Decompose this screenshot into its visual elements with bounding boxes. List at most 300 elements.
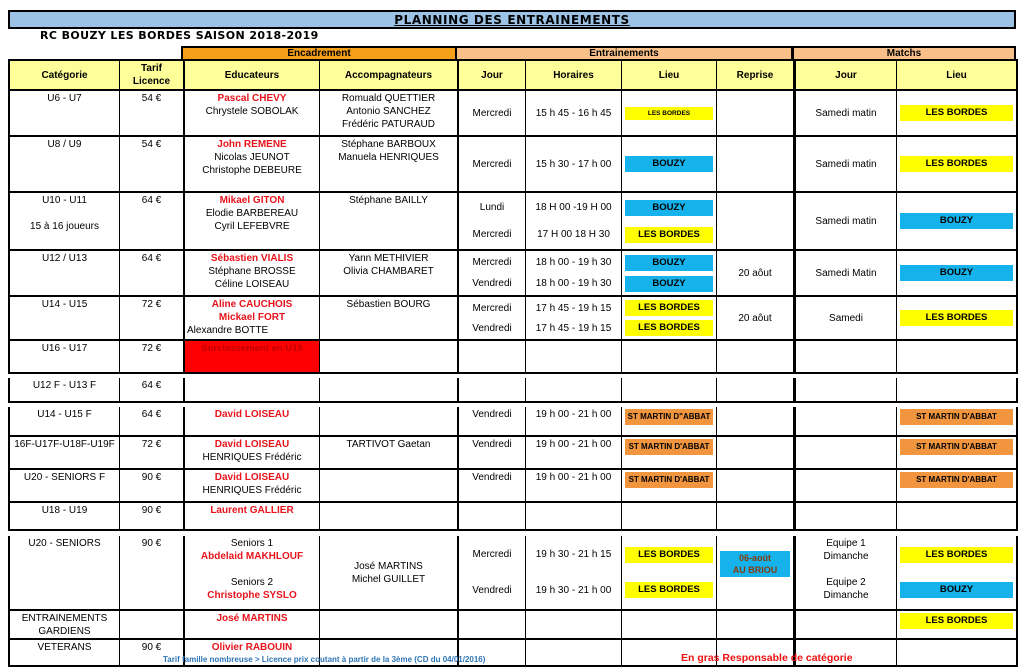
column-header-educateurs: Educateurs: [185, 61, 320, 89]
category-label: U6 - U7: [47, 93, 82, 104]
educateur-name: Alexandre BOTTE: [187, 325, 269, 336]
educateur-name: Aline CAUCHOIS: [211, 299, 293, 310]
match-jour-cell: [796, 193, 897, 249]
match-jour-cell: [796, 378, 897, 401]
category-label: U14 - U15: [41, 299, 88, 310]
table-body: [8, 91, 1018, 667]
lieu-badge: LES BORDES: [900, 310, 1013, 326]
jour-value: Vendredi: [472, 322, 512, 334]
jour-cell: [459, 503, 526, 529]
jour-value: Vendredi: [472, 439, 512, 450]
jour-value: Mercredi: [472, 549, 512, 561]
lieu-badge: ST MARTIN D"ABBAT: [625, 409, 713, 425]
horaires-value: 19 h 00 - 21 h 00: [535, 472, 612, 483]
tarif-value: 54 €: [141, 93, 162, 104]
educateur-name: David LOISEAU: [214, 439, 290, 450]
educateurs-cell: [185, 503, 320, 529]
jour-cell: [459, 536, 526, 609]
page-title: [8, 10, 1016, 29]
jour-value: Mercredi: [472, 302, 512, 314]
jour-value: Mercredi: [472, 229, 512, 240]
accompagnateurs-cell: [320, 611, 459, 638]
educateurs-cell: [185, 378, 320, 401]
accompagnateurs-cell: [320, 407, 459, 435]
match-jour-value: Samedi matin: [815, 215, 877, 227]
table-row: [8, 137, 1018, 193]
surclassement-label: Surclassement en U19: [201, 343, 303, 354]
tarif-cell: [120, 503, 185, 529]
lieu-badge: BOUZY: [625, 276, 713, 292]
lieu-badge: LES BORDES: [625, 547, 713, 563]
tarif-value: 90 €: [141, 472, 162, 483]
table-row: [8, 503, 1018, 531]
horaires-cell: [526, 437, 622, 468]
table-row: [8, 407, 1018, 437]
accompagnateur-name: Sébastien BOURG: [346, 299, 431, 310]
lieu-badge: LES BORDES: [900, 613, 1013, 629]
match-jour-value: Equipe 1: [826, 538, 866, 549]
horaires-cell: [526, 297, 622, 339]
horaires-value: 19 h 30 - 21 h 00: [535, 584, 612, 596]
table-row: [8, 251, 1018, 297]
category-cell: [10, 193, 120, 249]
lieu-badge: LES BORDES: [625, 227, 713, 243]
table-row: [8, 297, 1018, 341]
tarif-cell: [120, 407, 185, 435]
accompagnateur-name: Stéphane BARBOUX: [341, 139, 436, 150]
column-header-tarif-licence: Tarif Licence: [120, 61, 185, 89]
lieu-cell: [622, 378, 717, 401]
educateur-name: Mikael GITON: [219, 195, 285, 206]
match-jour-value: Samedi matin: [815, 107, 877, 119]
lieu-cell: [622, 407, 717, 435]
reprise-cell: [717, 297, 796, 339]
category-cell: [10, 297, 120, 339]
accompagnateur-name: José MARTINS: [354, 560, 423, 572]
horaires-value: 15 h 45 - 16 h 45: [535, 107, 612, 119]
match-jour-cell: [796, 470, 897, 501]
category-label: U12 F - U13 F: [32, 380, 97, 391]
accompagnateur-name: Frédéric PATURAUD: [342, 119, 435, 130]
table-row: [8, 193, 1018, 251]
reprise-cell: [717, 251, 796, 295]
jour-value: Vendredi: [472, 278, 512, 289]
horaires-value: 17 h 45 - 19 h 15: [535, 302, 612, 314]
lieu-cell: [622, 611, 717, 638]
column-header-accompagnateurs: Accompagnateurs: [320, 61, 459, 89]
tarif-value: 54 €: [141, 139, 162, 150]
lieu-badge: LES BORDES: [625, 320, 713, 336]
page-title-text: PLANNING DES ENTRAINEMENTS: [394, 12, 630, 27]
jour-value: Lundi: [479, 202, 505, 213]
reprise-cell: [717, 378, 796, 401]
horaires-cell: [526, 407, 622, 435]
horaires-value: 18 h 00 - 19 h 30: [535, 257, 612, 268]
category-cell: [10, 378, 120, 401]
category-label: U20 - SENIORS F: [23, 472, 106, 483]
jour-value: Vendredi: [472, 472, 512, 483]
lieu-cell: [622, 297, 717, 339]
category-cell: [10, 137, 120, 191]
tarif-value: 64 €: [141, 195, 162, 206]
educateurs-cell: [185, 193, 320, 249]
educateurs-cell: [185, 470, 320, 501]
category-cell: [10, 640, 120, 665]
match-jour-value: Equipe 2: [826, 577, 866, 588]
tarif-value: 72 €: [141, 299, 162, 310]
lieu-badge: ST MARTIN D'ABBAT: [900, 409, 1013, 425]
educateur-name: [187, 563, 317, 576]
lieu-cell: [622, 470, 717, 501]
jour-cell: [459, 251, 526, 295]
horaires-value: 17 H 00 18 H 30: [537, 229, 610, 240]
accompagnateurs-cell: [320, 193, 459, 249]
category-label: U12 / U13: [41, 253, 88, 264]
educateurs-cell: [185, 407, 320, 435]
accompagnateur-name: TARTIVOT Gaetan: [346, 439, 431, 450]
match-jour-cell: [796, 536, 897, 609]
column-header-jour: Jour: [459, 61, 526, 89]
horaires-cell: [526, 611, 622, 638]
match-lieu-cell: [897, 437, 1018, 468]
table-row: [8, 640, 1018, 667]
horaires-value: 15 h 30 - 17 h 00: [535, 158, 612, 170]
horaires-value: 19 h 30 - 21 h 15: [535, 549, 612, 561]
season-subtitle: RC BOUZY LES BORDES SAISON 2018-2019: [40, 29, 319, 42]
educateurs-cell: [185, 611, 320, 638]
lieu-badge: ST MARTIN D'ABBAT: [625, 439, 713, 455]
category-label: U16 - U17: [41, 343, 88, 354]
category-label: U10 - U11: [42, 195, 87, 206]
tarif-value: 72 €: [141, 343, 162, 354]
column-header-match-jour: Jour: [796, 61, 897, 89]
horaires-value: 17 h 45 - 19 h 15: [535, 322, 612, 334]
category-label: U18 - U19: [41, 505, 88, 516]
match-lieu-cell: [897, 91, 1018, 135]
category-label: GARDIENS: [38, 626, 91, 637]
horaires-value: 19 h 00 - 21 h 00: [535, 409, 612, 420]
educateur-name: David LOISEAU: [214, 409, 290, 420]
tarif-value: 64 €: [141, 253, 162, 264]
accompagnateurs-cell: [320, 91, 459, 135]
match-lieu-cell: [897, 193, 1018, 249]
horaires-value: 18 h 00 - 19 h 30: [535, 278, 612, 289]
category-label: U14 - U15 F: [37, 409, 92, 420]
accompagnateurs-cell: [320, 536, 459, 609]
accompagnateurs-cell: [320, 437, 459, 468]
reprise-value: 20 aôut: [738, 312, 772, 324]
match-jour-value: Samedi: [829, 312, 863, 324]
lieu-badge: LES BORDES: [625, 107, 713, 120]
reprise-value: 20 aôut: [738, 267, 772, 279]
jour-value: Vendredi: [472, 409, 512, 420]
match-lieu-cell: [897, 611, 1018, 638]
match-jour-cell: [796, 251, 897, 295]
educateurs-cell: [185, 251, 320, 295]
educateurs-cell: [185, 437, 320, 468]
jour-value: Mercredi: [472, 107, 512, 119]
educateur-name: David LOISEAU: [214, 472, 290, 483]
table-row: [8, 91, 1018, 137]
reprise-cell: [717, 341, 796, 372]
tarif-cell: [120, 91, 185, 135]
group-header-entrainements: Entrainements: [457, 46, 794, 59]
reprise-cell: [717, 137, 796, 191]
educateur-name: Seniors 2: [230, 577, 274, 588]
tarif-cell: [120, 437, 185, 468]
match-lieu-cell: [897, 536, 1018, 609]
educateur-name: Laurent GALLIER: [210, 505, 294, 516]
horaires-cell: [526, 503, 622, 529]
educateur-name: Nicolas JEUNOT: [214, 152, 290, 163]
category-cell: [10, 536, 120, 609]
tarif-value: 64 €: [141, 380, 162, 391]
accompagnateurs-cell: [320, 137, 459, 191]
category-cell: [10, 341, 120, 372]
match-lieu-cell: [897, 251, 1018, 295]
educateur-name: Sébastien VIALIS: [210, 253, 294, 264]
category-cell: [10, 611, 120, 638]
accompagnateurs-cell: [320, 503, 459, 529]
horaires-cell: [526, 193, 622, 249]
table-row: [8, 470, 1018, 503]
lieu-cell: [622, 536, 717, 609]
match-jour-value: Samedi matin: [815, 158, 877, 170]
category-label: 15 à 16 joueurs: [30, 221, 99, 232]
educateur-name: Olivier RABOUIN: [211, 642, 293, 653]
table-row: [8, 437, 1018, 470]
accompagnateur-name: Manuela HENRIQUES: [338, 152, 439, 163]
horaires-cell: [526, 470, 622, 501]
category-label: VETERANS: [37, 642, 92, 653]
reprise-badge: [720, 551, 790, 577]
group-empty-cell: [8, 46, 183, 59]
match-lieu-cell: [897, 297, 1018, 339]
lieu-badge: BOUZY: [625, 156, 713, 172]
column-header-horaires: Horaires: [526, 61, 622, 89]
jour-cell: [459, 297, 526, 339]
column-header-reprise: Reprise: [717, 61, 796, 89]
footer-note-responsable: En gras Responsable de catégorie: [681, 652, 853, 664]
lieu-cell: [622, 91, 717, 135]
match-lieu-cell: [897, 640, 1018, 665]
match-jour-cell: [796, 341, 897, 372]
reprise-cell: [717, 91, 796, 135]
educateurs-cell: [185, 536, 320, 609]
lieu-badge: BOUZY: [625, 255, 713, 271]
lieu-cell: [622, 437, 717, 468]
table-row: [8, 341, 1018, 374]
educateur-name: Stéphane BROSSE: [208, 266, 296, 277]
match-lieu-cell: [897, 503, 1018, 529]
horaires-cell: [526, 91, 622, 135]
match-jour-cell: [796, 137, 897, 191]
lieu-badge: LES BORDES: [625, 582, 713, 598]
category-cell: [10, 91, 120, 135]
reprise-cell: [717, 503, 796, 529]
tarif-cell: [120, 193, 185, 249]
accompagnateur-name: Romuald QUETTIER: [341, 93, 436, 104]
educateurs-cell: [185, 137, 320, 191]
educateur-name: John REMENE: [217, 139, 287, 150]
column-header-lieu: Lieu: [622, 61, 717, 89]
match-jour-cell: [796, 91, 897, 135]
category-label: 16F-U17F-U18F-U19F: [14, 439, 115, 450]
horaires-cell: [526, 137, 622, 191]
educateur-name: Seniors 1: [230, 538, 274, 549]
match-lieu-cell: [897, 407, 1018, 435]
category-label: [12, 207, 117, 220]
jour-cell: [459, 437, 526, 468]
accompagnateur-name: Yann METHIVIER: [348, 253, 429, 264]
horaires-value: 18 H 00 -19 H 00: [535, 202, 612, 213]
lieu-badge: BOUZY: [625, 200, 713, 216]
planning-table: [8, 46, 1018, 667]
tarif-cell: [120, 297, 185, 339]
horaires-cell: [526, 251, 622, 295]
match-lieu-cell: [897, 378, 1018, 401]
accompagnateur-name: Michel GUILLET: [351, 573, 426, 585]
lieu-cell: [622, 503, 717, 529]
tarif-cell: [120, 470, 185, 501]
tarif-value: 64 €: [141, 409, 162, 420]
reprise-cell: [717, 470, 796, 501]
horaires-cell: [526, 536, 622, 609]
jour-cell: [459, 378, 526, 401]
category-cell: [10, 407, 120, 435]
lieu-cell: [622, 193, 717, 249]
reprise-line: 06-août: [738, 553, 771, 563]
reprise-cell: [717, 611, 796, 638]
tarif-value: 90 €: [141, 505, 162, 516]
jour-value: Vendredi: [472, 584, 512, 596]
match-jour-cell: [796, 611, 897, 638]
reprise-cell: [717, 193, 796, 249]
column-header-categorie: Catégorie: [10, 61, 120, 89]
educateur-name: Christophe DEBEURE: [202, 165, 302, 176]
horaires-value: 19 h 00 - 21 h 00: [535, 439, 612, 450]
tarif-cell: [120, 251, 185, 295]
lieu-badge: ST MARTIN D'ABBAT: [900, 439, 1013, 455]
educateur-name: Elodie BARBEREAU: [205, 208, 299, 219]
educateur-name: Abdelaid MAKHLOUF: [200, 551, 304, 562]
educateur-name: José MARTINS: [216, 613, 288, 624]
jour-value: Mercredi: [472, 257, 512, 268]
column-header-match-lieu: Lieu: [897, 61, 1018, 89]
table-row: [8, 536, 1018, 611]
match-jour-value: Dimanche: [823, 551, 869, 562]
lieu-badge: BOUZY: [900, 582, 1013, 598]
category-cell: [10, 251, 120, 295]
lieu-cell: [622, 341, 717, 372]
match-jour-value: Dimanche: [823, 590, 869, 601]
educateurs-cell: [185, 91, 320, 135]
tarif-value: 90 €: [141, 642, 162, 653]
category-cell: [10, 503, 120, 529]
tarif-value: 72 €: [141, 439, 162, 450]
jour-value: Mercredi: [472, 158, 512, 170]
horaires-cell: [526, 640, 622, 665]
tarif-cell: [120, 341, 185, 372]
tarif-value: 90 €: [141, 538, 162, 549]
tarif-cell: [120, 137, 185, 191]
educateurs-cell: [185, 341, 320, 372]
match-lieu-cell: [897, 341, 1018, 372]
match-jour-cell: [796, 437, 897, 468]
group-header-encadrement: Encadrement: [183, 46, 457, 59]
group-header-row: [8, 46, 1018, 61]
lieu-badge: BOUZY: [900, 265, 1013, 281]
accompagnateur-name: Antonio SANCHEZ: [346, 106, 431, 117]
accompagnateurs-cell: [320, 470, 459, 501]
category-label: U20 - SENIORS: [28, 538, 101, 549]
horaires-cell: [526, 378, 622, 401]
footer-note-tarif: Tarif famille nombreuse > Licence prix coutant à partir de la 3ème (CD du 04/01/2016): [163, 655, 486, 664]
jour-cell: [459, 91, 526, 135]
lieu-badge: ST MARTIN D'ABBAT: [625, 472, 713, 488]
educateur-name: Pascal CHEVY: [217, 93, 287, 104]
reprise-cell: [717, 536, 796, 609]
educateur-name: Céline LOISEAU: [214, 279, 290, 290]
lieu-badge: LES BORDES: [900, 156, 1013, 172]
tarif-cell: [120, 611, 185, 638]
match-lieu-cell: [897, 137, 1018, 191]
reprise-cell: [717, 407, 796, 435]
jour-cell: [459, 611, 526, 638]
jour-cell: [459, 470, 526, 501]
jour-cell: [459, 407, 526, 435]
column-header-row: [8, 61, 1018, 91]
accompagnateurs-cell: [320, 251, 459, 295]
horaires-cell: [526, 341, 622, 372]
lieu-badge: ST MARTIN D'ABBAT: [900, 472, 1013, 488]
tarif-cell: [120, 536, 185, 609]
category-cell: [10, 470, 120, 501]
educateur-name: Cyril LEFEBVRE: [214, 221, 290, 232]
lieu-badge: BOUZY: [900, 213, 1013, 229]
match-jour-cell: [796, 407, 897, 435]
match-lieu-cell: [897, 470, 1018, 501]
accompagnateur-name: Stéphane BAILLY: [349, 195, 428, 206]
accompagnateurs-cell: [320, 297, 459, 339]
reprise-line: AU BRIOU: [732, 565, 778, 575]
lieu-badge: LES BORDES: [900, 105, 1013, 121]
educateur-name: Chrystele SOBOLAK: [205, 106, 299, 117]
jour-cell: [459, 137, 526, 191]
match-jour-cell: [796, 503, 897, 529]
educateurs-cell: [185, 297, 320, 339]
match-jour-value: [798, 563, 894, 576]
table-row: [8, 378, 1018, 403]
category-label: U8 / U9: [47, 139, 82, 150]
jour-cell: [459, 193, 526, 249]
reprise-cell: [717, 437, 796, 468]
lieu-badge: LES BORDES: [900, 547, 1013, 563]
accompagnateurs-cell: [320, 378, 459, 401]
educateur-name: HENRIQUES Frédéric: [202, 452, 302, 463]
match-jour-cell: [796, 297, 897, 339]
lieu-badge: LES BORDES: [625, 300, 713, 316]
accompagnateurs-cell: [320, 341, 459, 372]
jour-cell: [459, 341, 526, 372]
category-cell: [10, 437, 120, 468]
accompagnateur-name: Olivia CHAMBARET: [343, 266, 434, 277]
table-row: [8, 611, 1018, 640]
lieu-cell: [622, 251, 717, 295]
match-jour-value: Samedi Matin: [815, 267, 877, 279]
educateur-name: Mickael FORT: [218, 312, 286, 323]
lieu-cell: [622, 137, 717, 191]
